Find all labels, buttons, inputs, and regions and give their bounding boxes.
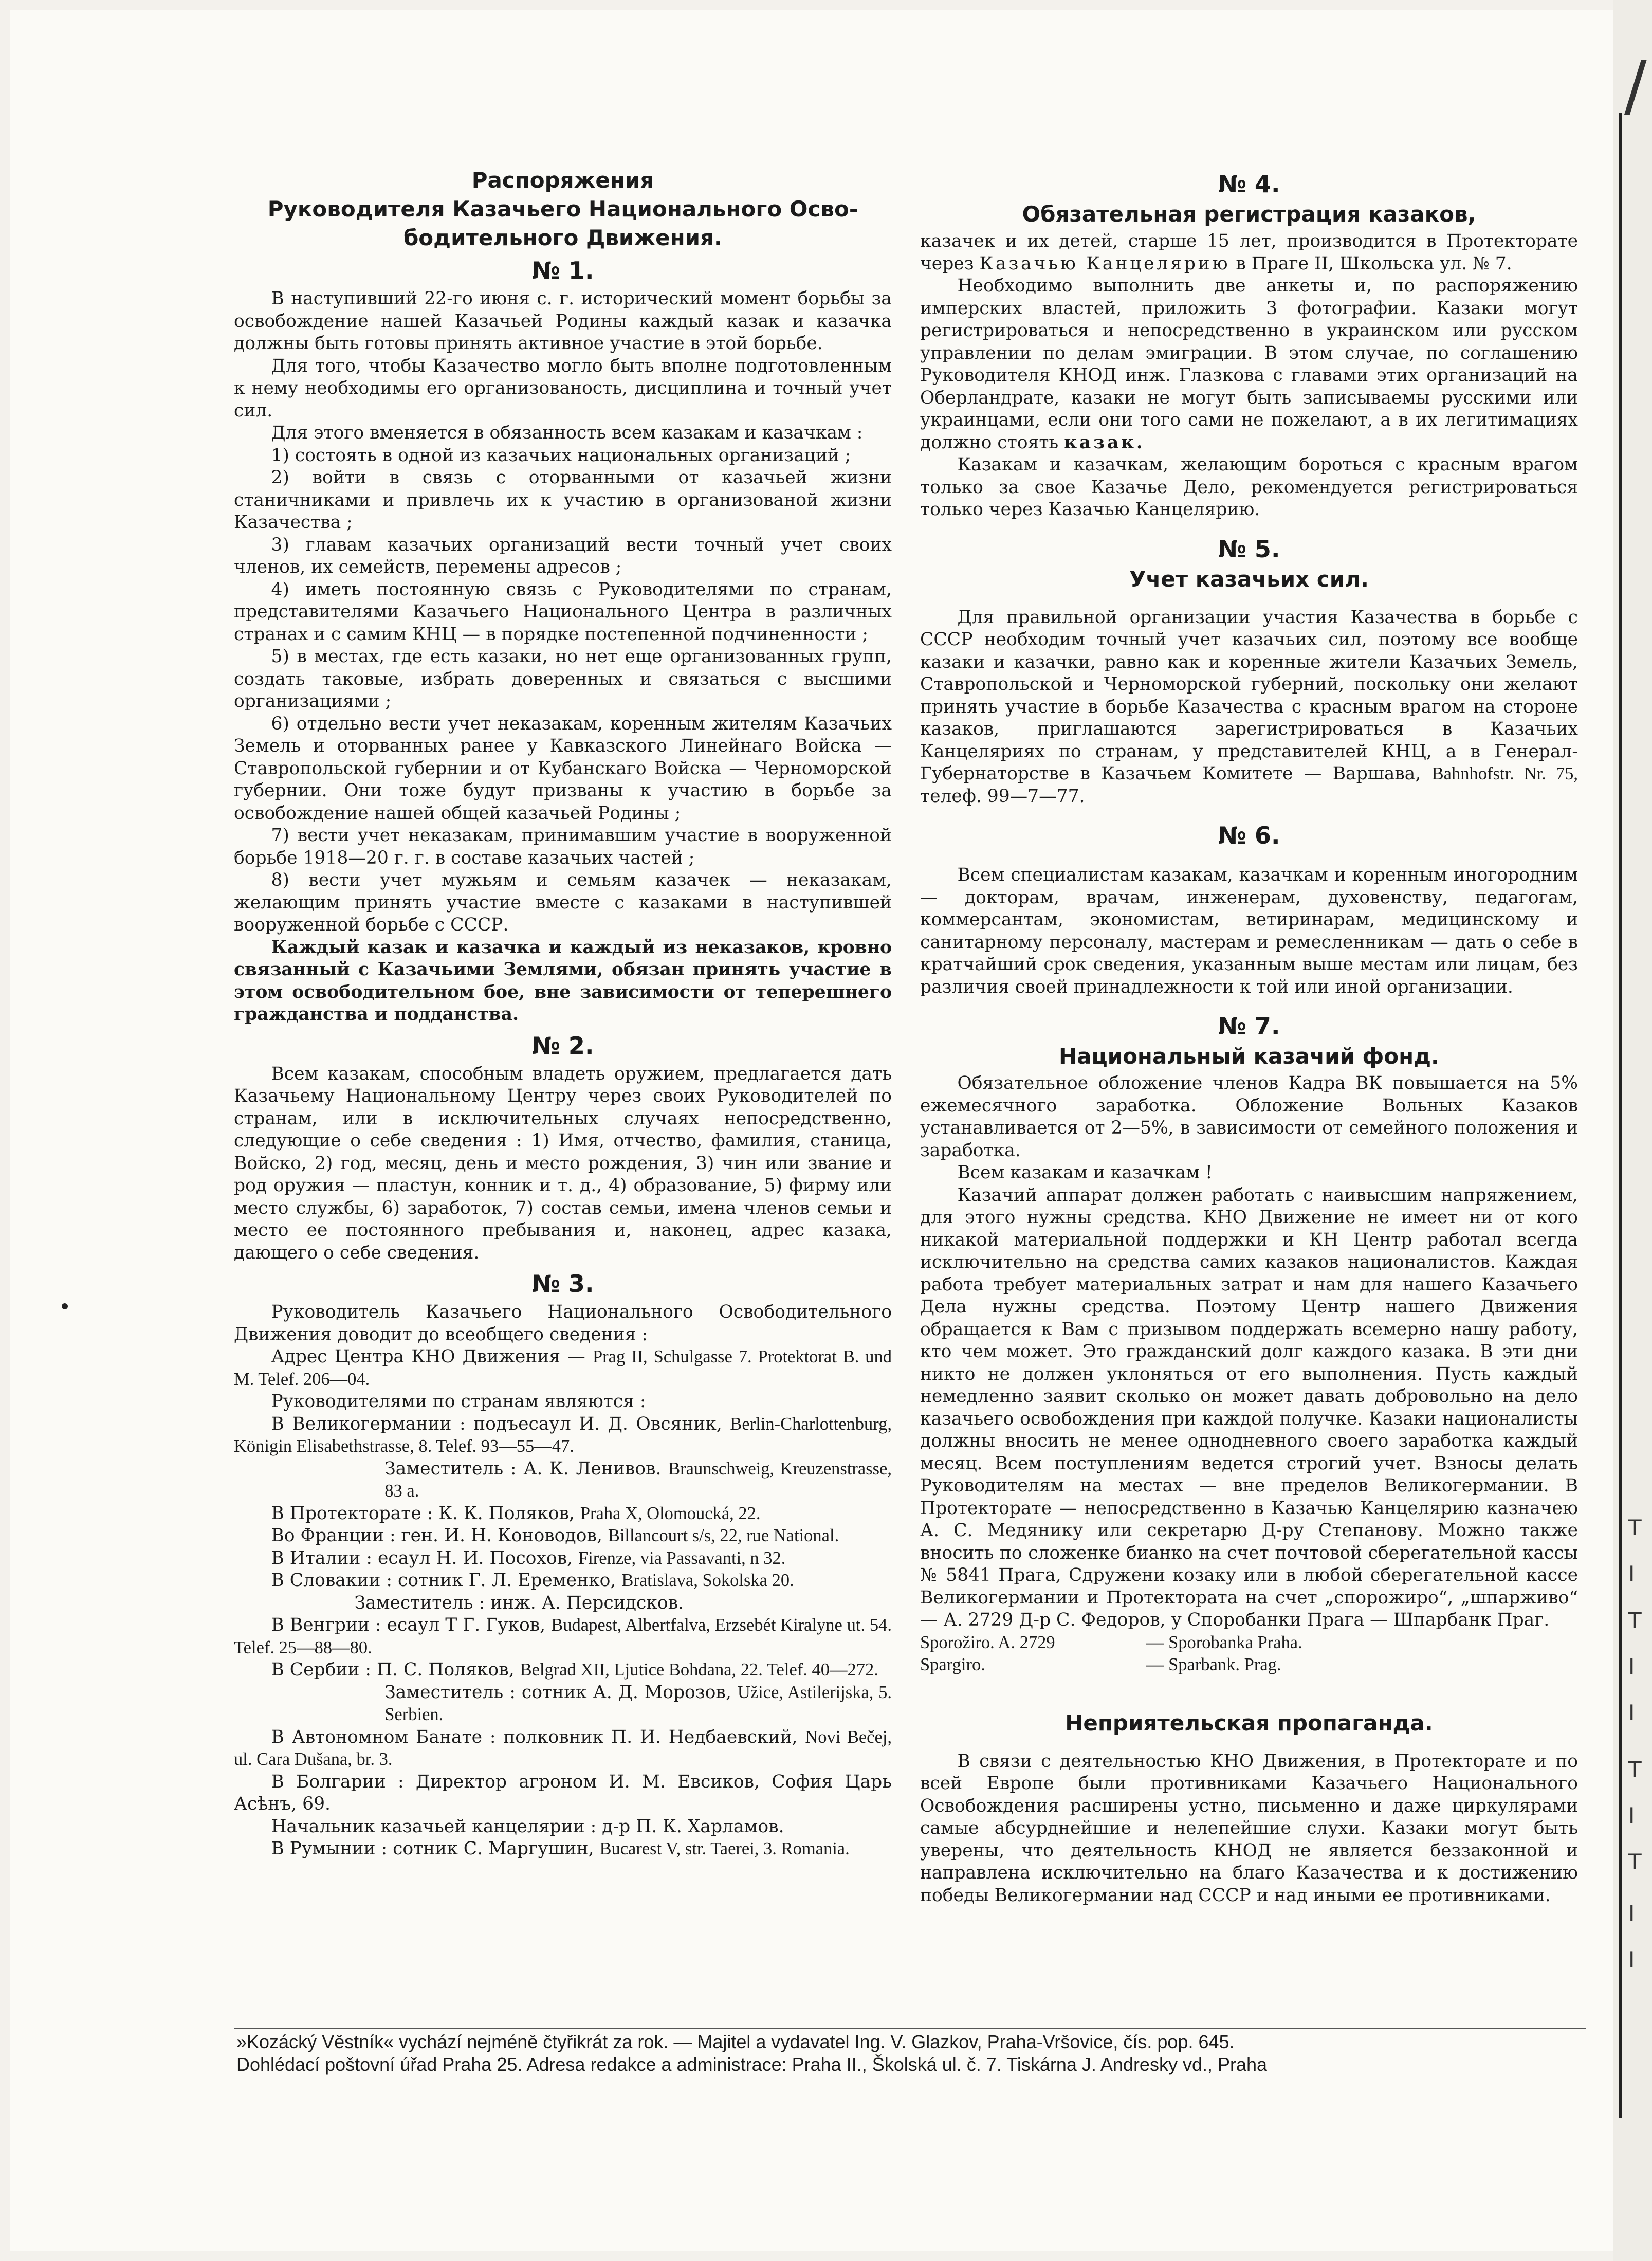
leader-romania-name: В Румынии : сотник С. Маргушин, <box>271 1838 600 1859</box>
order-1-item: 6) отдельно вести учет неказакам, коренным жителям Казачьих Земель и оторванных ранее у Кавказского Линейнаго Войска — Ставропольской губернии и от Кубанскаго Войска — Черноморской губернии. Они тоже будут призваны к участию в борьбе за освобождение нашей общей казачьей Родины ; <box>234 713 892 824</box>
center-address <box>234 1346 892 1391</box>
order-1-item: 8) вести учет мужьям и семьям казачек — неказакам, желающим принять участие вместе с казаками в наступившей вооруженной борьбе с СССР. <box>234 870 892 935</box>
order-1-paragraph: Для этого вменяется в обязанность всем казакам и казачкам : <box>271 423 863 443</box>
deputy-serbia <box>234 1682 892 1726</box>
page-border-line <box>1619 113 1622 2118</box>
imprint-line-2: Dohlédací poštovní úřad Praha 25. Adresa redakce a administrace: Praha II., Školská ul. č. 7. Tiskárna J. Andresky vd., Praha <box>236 2054 1268 2075</box>
order-2-paragraph: Всем казакам, способным владеть оружием, предлагается дать Казачьему Национальному Центру через своих Руководителей по странам, или в исключительных случаях непосредственно, следующие о себе сведения : 1) Имя, отчество, фамилия, станица, Войско, 2) год, месяц, день и место рождения, 3) чин или звание и род оружия — пластун, конник и т. д., 4) образование, 5) фирму или место службы, 6) заработок, 7) состав семьи, имена членов семьи и место ее постоянного пребывания и, наконец, адрес казака, дающего о себе сведения. <box>234 1063 892 1263</box>
order-1-item: 4) иметь постоянную связь с Руководителями по странам, представителями Казачьего Национального Центра в различных странах и с самим КНЦ — в порядке постепенной подчиненности ; <box>234 579 892 645</box>
leader-germany <box>234 1413 892 1458</box>
edge-glyph: T <box>1628 1608 1642 1633</box>
footer-rule <box>234 2028 1586 2029</box>
deputy-germany-name: Заместитель : А. К. Ленивов. <box>384 1458 669 1479</box>
edge-glyph: I <box>1628 1901 1635 1926</box>
order-1-item: 5) в местах, где есть казаки, но нет еще организованных групп, создать таковые, избрать доверенных и связаться с высшими организациями ; <box>234 646 892 712</box>
order-5-text: Для правильной организации участия Казачества в борьбе с СССР необходим точный учет казачьих сил, поэтому все вообще казаки и казачки, равно как и коренные жители Казачьих Земель, Ставропольской и Черноморской губерний, поскольку они желают принять участие в борьбе Казачества с красным врагом на стороне казаков, приглашаются зарегистрироваться в Казачьих Канцеляриях по странам, у представителей КНЦ, а в Генерал-Губернаторстве в Казачьем Комитете — Варшава, <box>920 607 1578 784</box>
edge-glyph: T <box>1628 1757 1642 1782</box>
edge-glyph: I <box>1628 1654 1635 1679</box>
order-1-paragraph: Для того, чтобы Казачество могло быть вполне подготовленным к нему необходимы его организованость, дисциплина и точный учет сил. <box>234 355 892 421</box>
leader-serbia <box>234 1659 892 1682</box>
order-4-title: Обязательная регистрация казаков, <box>1022 202 1476 227</box>
orders-subtitle-line1: Руководителя Казачьего Национального Осво- <box>267 196 858 222</box>
ink-dot <box>62 1303 68 1309</box>
order-1-paragraph: В наступивший 22-го июня с. г. исторический момент борьбы за освобождение нашей Казачьей Родины каждый казак и казачка должны быть готовы принять активное участие в этой борьбе. <box>234 288 892 354</box>
orders-subtitle-line2: бодительного Движения. <box>403 225 723 250</box>
leader-romania <box>234 1838 892 1861</box>
leader-banat-address: Novi Bečej, ul. Cara Dušana, br. 3. <box>234 1727 892 1769</box>
leader-protectorate-name: В Протекторате : К. К. Поляков, <box>271 1503 580 1524</box>
order-3-number: № 3. <box>531 1270 594 1298</box>
leader-romania-address: Bucarest V, str. Taerei, 3. Romania. <box>599 1839 850 1858</box>
order-3-paragraph: Руководителями по странам являются : <box>271 1391 646 1412</box>
order-6-paragraph: Всем специалистам казакам, казачкам и коренным иногородним — докторам, врачам, инженерам, духовенству, педагогам, коммерсантам, экономистам, ветиринарам, медицинскому и санитарному персоналу, мастерам и ремесленникам — дать о себе в кратчайший срок сведения, указанным выше местам или лицам, без различия своей принадлежности к той или иной организации. <box>920 865 1578 997</box>
order-1-item: 3) главам казачьих организаций вести точный учет своих членов, их семейств, перемены адресов ; <box>234 534 892 577</box>
order-4-paragraph: Казакам и казачкам, желающим бороться с красным врагом только за свое Казачье Дело, рекомендуется регистрироваться только через Казачью Канцелярию. <box>920 454 1578 520</box>
leader-france-address: Billancourt s/s, 22, rue National. <box>608 1526 839 1545</box>
edge-glyph: I <box>1628 1700 1635 1725</box>
warsaw-address: Bahnhofstr. Nr. 75, <box>1431 764 1578 783</box>
order-4-text: Необходимо выполнить две анкеты и, по распоряжению имперских властей, приложить 3 фотографии. Казаки могут регистрироваться и непосредственно в украинском или русском управлении по делам эмиграции. В этом случае, по соглашению Руководителя КНОД инж. Глазкова с главами этих организаций на Оберландрате, казаки не могут быть записываемы русскими или украинцами, если они того сами не пожелают, а в их легитимациях должно стоять <box>920 276 1578 453</box>
order-7-appeal: Всем казакам и казачкам ! <box>957 1162 1213 1183</box>
left-column <box>234 165 892 2020</box>
spacer <box>920 1739 1578 1751</box>
spacer <box>920 853 1578 864</box>
deputy-serbia-address: Užice, Astilerijska, 5. Serbien. <box>384 1682 892 1724</box>
right-column <box>920 170 1578 2020</box>
leader-hungary <box>234 1614 892 1659</box>
leader-germany-name: В Великогермании : подъесаул И. Д. Овсяник, <box>271 1413 730 1434</box>
leader-italy <box>234 1547 892 1570</box>
deputy-slovakia: Заместитель : инж. А. Персидсков. <box>354 1592 684 1613</box>
account-sporoziro-bank: — Sporobanka Praha. <box>1146 1632 1302 1652</box>
corner-mark: / <box>1624 46 1647 124</box>
account-spargiro-number: Spargiro. <box>920 1655 985 1674</box>
order-4-paragraph <box>920 275 1578 454</box>
leader-serbia-address: Belgrad XII, Ljutice Bohdana, 22. Telef. 40—272. <box>520 1660 878 1680</box>
order-1-item: 7) вести учет неказакам, принимавшим участие в вооруженной борьбе 1918—20 г. г. в составе казачьих частей ; <box>234 825 892 868</box>
edge-glyph: T <box>1628 1849 1642 1874</box>
order-1-item: 1) состоять в одной из казачьих национальных организаций ; <box>271 445 851 466</box>
order-4-text: в Праге II, Школьска ул. № 7. <box>1230 253 1512 274</box>
leader-hungary-address: Budapest, Albertfalva, Erzsebét Kiralyne ut. 54. Telef. 25—88—80. <box>234 1615 892 1657</box>
order-4-text: казачек и их детей, старше 15 лет, производится в Протекторате через <box>920 231 1578 274</box>
order-5-title: Учет казачьих сил. <box>1129 566 1369 592</box>
leader-serbia-name: В Сербии : П. С. Поляков, <box>271 1660 520 1680</box>
leader-slovakia-name: В Словакии : сотник Г. Л. Еременко, <box>271 1570 622 1591</box>
order-1-number: № 1. <box>531 257 594 284</box>
spacer <box>920 1676 1578 1707</box>
center-address-value: Prag II, Schulgasse 7. Protektorat B. und M. Telef. 206—04. <box>234 1347 892 1389</box>
leader-bulgaria: В Болгарии : Директор агроном И. М. Евсиков, София Царь Асѣнъ, 69. <box>234 1771 892 1814</box>
leader-protectorate <box>234 1503 892 1525</box>
order-3-paragraph: Руководитель Казачьего Национального Освободительного Движения доводит до всеобщего сведения : <box>234 1302 892 1345</box>
leader-slovakia-address: Bratislava, Sokolska 20. <box>621 1571 794 1590</box>
warsaw-phone: телеф. 99—7—77. <box>920 786 1085 807</box>
order-4-emphasis: казак. <box>1064 432 1145 453</box>
imprint-footer <box>236 2031 1583 2076</box>
imprint-line-1: »Kozácký Věstník« vychází nejméně čtyřikrát za rok. — Majitel a vydavatel Ing. V. Glazkov, Praha-Vršovice, čís. pop. 645. <box>236 2031 1235 2052</box>
edge-glyph: T <box>1628 1515 1642 1540</box>
leader-banat <box>234 1726 892 1771</box>
order-6-number: № 6. <box>1218 822 1280 849</box>
leader-hungary-name: В Венгрии : есаул Т Г. Гуков, <box>271 1615 552 1635</box>
account-sporoziro <box>920 1632 1578 1654</box>
edge-glyph: I <box>1628 1803 1635 1828</box>
propaganda-paragraph: В связи с деятельностью КНО Движения, в Протекторате и по всей Европе были противниками Казачьего Национального Освобождения расширены устно, письменно и даже циркулярами самые абсурднейшие и нелепейшие слухи. Казаки могут быть уверены, что деятельность КНОД не является беззаконной и направлена исключительно на благо Казачества и к достижению победы Великогермании над СССР и над иными ее противниками. <box>920 1751 1578 1906</box>
order-5-paragraph <box>920 607 1578 808</box>
deputy-serbia-name: Заместитель : сотник А. Д. Морозов, <box>384 1682 738 1703</box>
order-7-number: № 7. <box>1218 1012 1280 1040</box>
center-address-label: Адрес Центра КНО Движения — <box>271 1346 593 1367</box>
deputy-germany-address: Braunschweig, Kreuzenstrasse, 83 a. <box>384 1458 892 1501</box>
leader-germany-address: Berlin-Charlottenburg, Königin Elisabethstrasse, 8. Telef. 93—55—47. <box>234 1414 892 1456</box>
account-spargiro <box>920 1654 1578 1676</box>
leader-italy-address: Firenze, via Passavanti, n 32. <box>578 1548 786 1568</box>
leader-protectorate-address: Praha X, Olomoucká, 22. <box>580 1503 761 1523</box>
leader-france-name: Во Франции : ген. И. Н. Коноводов, <box>271 1525 608 1546</box>
deputy-germany <box>234 1458 892 1503</box>
order-7-title: Национальный казачий фонд. <box>1059 1044 1439 1069</box>
order-2-number: № 2. <box>531 1031 594 1060</box>
order-1-paragraph: Каждый казак и казачка и каждый из неказаков, кровно связанный с Казачьими Землями, обязан принять участие в этом освободительном бое, вне зависимости от теперешнего гражданства и подданства. <box>234 937 892 1025</box>
edge-glyph: I <box>1628 1561 1635 1587</box>
leader-banat-name: В Автономном Банате : полковник П. И. Недбаевский, <box>271 1726 805 1747</box>
account-sporoziro-number: Sporožiro. A. 2729 <box>920 1632 1055 1652</box>
chancellery-name: Казачью Канцелярию <box>979 253 1231 274</box>
order-4-number: № 4. <box>1218 170 1280 198</box>
order-7-paragraph: Обязательное обложение членов Кадра ВК повышается на 5% ежемесячного заработка. Обложение Вольных Казаков устанавливается от 2—5%, в зависимости от семейного положения и заработка. <box>920 1073 1578 1161</box>
account-spargiro-bank: — Sparbank. Prag. <box>1146 1655 1281 1674</box>
chancellery-head: Начальник казачьей канцелярии : д-р П. К. Харламов. <box>271 1816 784 1837</box>
edge-glyph: I <box>1628 1947 1635 1972</box>
propaganda-title: Неприятельская пропаганда. <box>1065 1710 1433 1736</box>
leader-france <box>234 1525 892 1547</box>
leader-italy-name: В Италии : есаул Н. И. Посохов, <box>271 1547 579 1569</box>
order-7-paragraph: Казачий аппарат должен работать с наивысшим напряжением, для этого нужны средства. КНО Движение не имеет ни от кого никакой материальной поддержки и КН Центр работал всегда исключительно на средства самих казаков националистов. Каждая работа требует материальных затрат и нам для нашего Казачьего Дела нужны средства. Поэтому Центр нашего Движения обращается к Вам с призывом поддержать всемерно нашу работу, кто чем может. Это гражданский долг каждого казака. В эти дни никто не должен уклоняться от его выполнения. Пусть каждый немедленно заявит сколько он может давать добровольно на дело казачьего освобождения при каждой получке. Казаки националисты должны вносить не менее однодневного своего заработка каждый месяц. Всем поступлениям ведется строгий учет. Взносы делать Руководителям на местах — вне пределов Великогермании. В Протекторате — непосредственно в Казачью Канцелярию казначею А. С. Медянику или секретарю Д-ру Степанову. Можно также вносить по сложенке бианко на счет почтовой сберегательной кассы № 5841 Прага, Сдружени козаку или в любой сберегательной кассе Великогермании и Протектората на счет „спорожиро“, „шпарживо“ — А. 2729 Д-р С. Федоров, у Споробанки Прага — Шпарбанк Праг. <box>920 1184 1578 1630</box>
order-1-item: 2) войти в связь с оторванными от казачьей жизни станичниками и привлечь их к участию в организованой жизни Казачества ; <box>234 467 892 533</box>
leader-slovakia <box>234 1570 892 1592</box>
order-5-number: № 5. <box>1218 535 1280 563</box>
spacer <box>920 595 1578 607</box>
order-4-paragraph <box>920 230 1578 275</box>
orders-title: Распоряжения <box>471 168 654 193</box>
